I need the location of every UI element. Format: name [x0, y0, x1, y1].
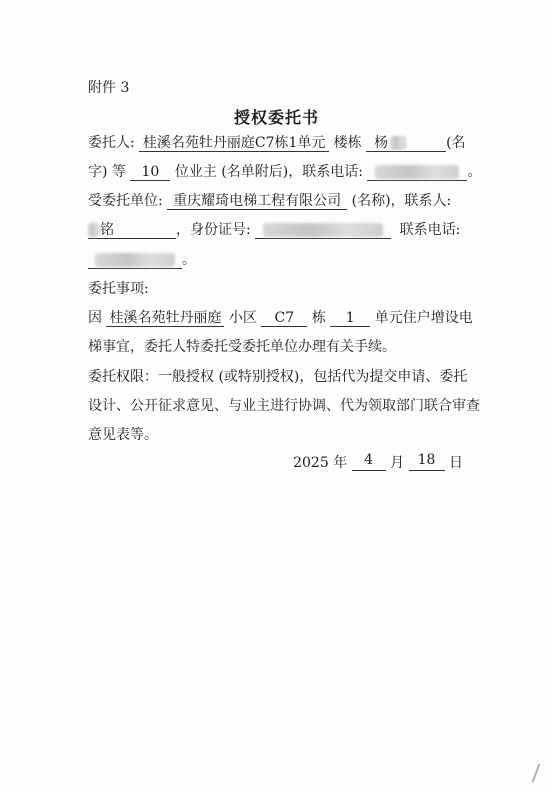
agent-end: 。 — [182, 252, 196, 268]
principal-label: 委托人: — [88, 135, 135, 151]
day-label: 日 — [449, 455, 463, 471]
redacted-phone — [375, 165, 459, 179]
owners-text: 位业主 (名单附后)，联系电话: — [174, 164, 363, 180]
month-label: 月 — [390, 455, 405, 471]
date-line — [293, 452, 463, 472]
date-year: 2025 — [293, 455, 329, 471]
matters-line-2: 梯事宜，委托人特委托受委托单位办理有关手续。 — [88, 339, 396, 355]
matters-community: 桂溪名苑牡丹丽庭 — [106, 308, 224, 327]
principal-line-1 — [88, 133, 466, 153]
principal-phone-field — [367, 162, 467, 181]
principal-address: 桂溪名苑牡丹丽庭C7栋1单元 — [139, 133, 329, 152]
scan-edge-mark — [532, 764, 551, 782]
dong-text: 栋 — [311, 310, 326, 326]
deng-text: 等 — [111, 164, 126, 180]
agent-label: 受委托单位: — [88, 193, 163, 209]
redacted-name — [390, 136, 406, 150]
authority-line-3: 意见表等。 — [88, 427, 158, 443]
agent-phone-label: 联系电话: — [399, 222, 461, 238]
redacted-contact — [88, 223, 100, 237]
principal-end: 。 — [467, 164, 482, 180]
redacted-agent-phone — [95, 253, 175, 267]
authority-line-1: 委托权限：一般授权 (或特别授权)，包括代为提交申请、委托 — [88, 369, 468, 385]
redacted-id — [263, 223, 383, 237]
id-label: ，身份证号: — [176, 222, 251, 238]
contact-char: 铭 — [100, 222, 114, 238]
id-field — [255, 220, 391, 239]
agent-phone-field — [88, 250, 182, 269]
because-text: 因 — [88, 310, 102, 326]
principal-name-field — [366, 133, 446, 152]
owner-count: 10 — [130, 162, 170, 181]
matters-line-1 — [88, 308, 473, 328]
date-day: 18 — [409, 452, 445, 471]
name-hint-2: 字) — [88, 164, 108, 180]
principal-surname: 杨 — [374, 135, 389, 151]
matters-text-1: 单元住户增设电 — [374, 310, 473, 326]
year-label: 年 — [333, 455, 348, 471]
agent-company: 重庆耀琦电梯工程有限公司 — [167, 191, 347, 210]
date-month: 4 — [352, 452, 386, 471]
agent-line-1 — [88, 191, 451, 211]
authority-line-2: 设计、公开征求意见、与业主进行协调、代为领取部门联合审查 — [88, 398, 480, 414]
document-title: 授权委托书 — [233, 108, 319, 127]
xiaoqu-text: 小区 — [228, 310, 257, 326]
matters-unit: 1 — [330, 308, 370, 327]
agent-line-2 — [88, 220, 460, 240]
annex-label: 附件 3 — [88, 80, 130, 96]
contact-name-field — [88, 220, 176, 239]
building-label: 楼栋 — [333, 135, 362, 151]
agent-line-3 — [88, 250, 196, 270]
matters-label: 委托事项: — [88, 281, 149, 297]
agent-name-hint: (名称)，联系人: — [351, 193, 452, 209]
principal-line-2 — [88, 162, 481, 182]
matters-building: C7 — [261, 308, 307, 327]
name-hint-1: (名 — [446, 135, 466, 151]
